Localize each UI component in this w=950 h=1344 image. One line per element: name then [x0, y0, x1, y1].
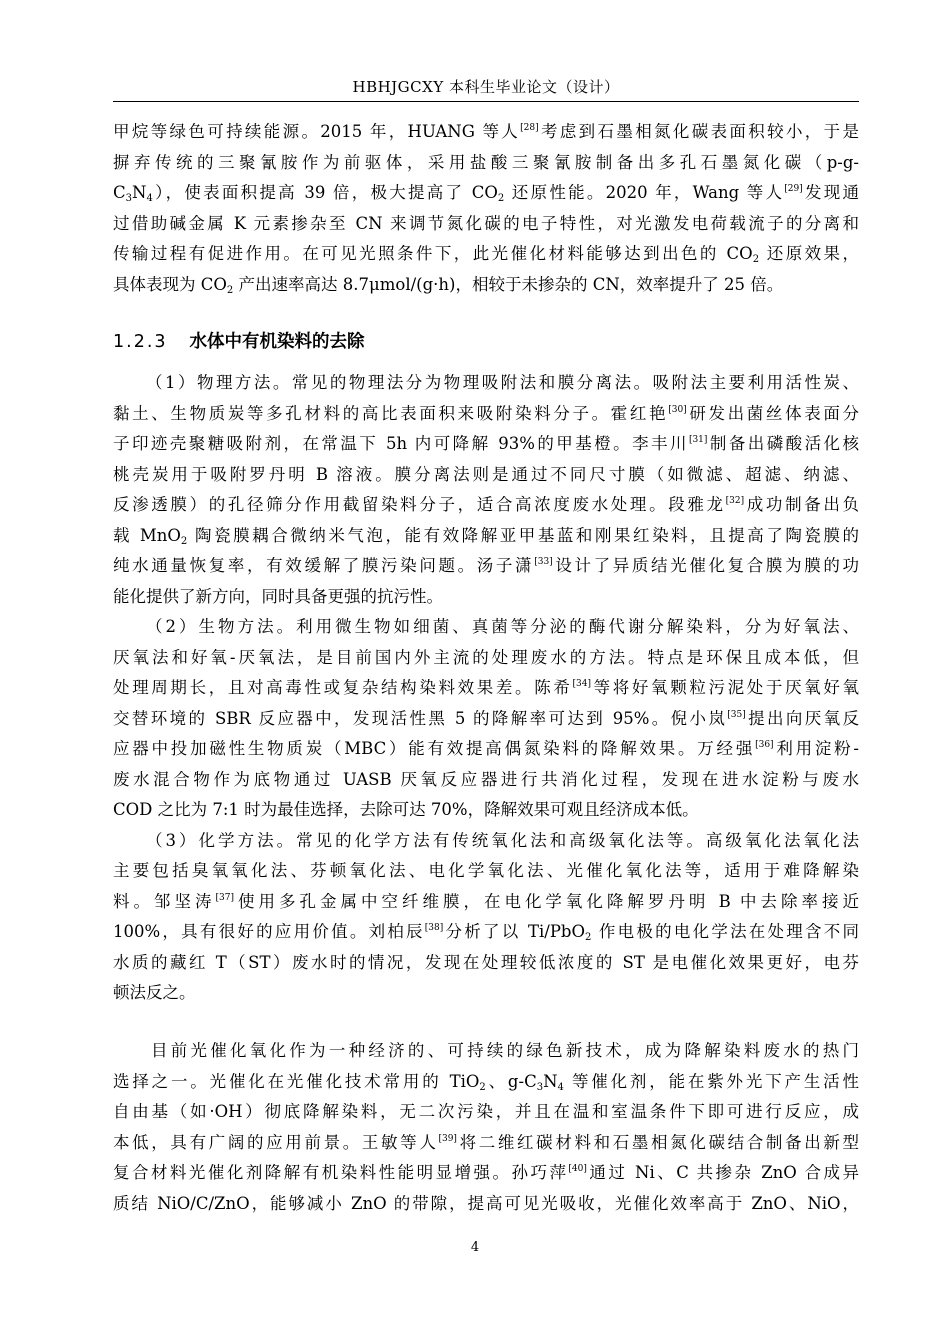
text-line: 顿法反之。 [113, 983, 196, 1002]
text-line: COD 之比为 7:1 时为最佳选择，去除可达 70%，降解效果可观且经济成本低。 [113, 800, 699, 819]
text-line: 摒弃传统的三聚氰胺作为前驱体，采用盐酸三聚氰胺制备出多孔石墨氮化碳（p-g- [113, 152, 859, 172]
text-line: 料。邹坚涛[37]使用多孔金属中空纤维膜，在电化学氧化降解罗丹明 B 中去除率接近 [113, 891, 859, 911]
text-line: 复合材料光催化剂降解有机染料性能明显增强。孙巧萍[40]通过 Ni、C 共掺杂 ZnO 合成异 [113, 1163, 859, 1182]
section-title: 水体中有机染料的去除 [189, 332, 365, 352]
text-line: （1）物理方法。常见的物理法分为物理吸附法和膜分离法。吸附法主要利用活性炭、 [146, 373, 859, 392]
text-line: $C_3N_4$），使表面积提高 39 倍，极大提高了 $CO_2$ 还原性能。2020 年，Wang 等人[29]发现通 [113, 183, 859, 204]
text-line: 黏土、生物质炭等多孔材料的高比表面积来吸附染料分子。霍红艳[30]研发出菌丝体表面分 [113, 403, 859, 423]
text-line: 主要包括臭氧氧化法、芬顿氧化法、电化学氧化法、光催化氧化法等，适用于难降解染 [113, 861, 859, 880]
section-number: 1.2.3 [113, 332, 168, 352]
text-line: 甲烷等绿色可持续能源。2015 年，HUANG 等人[28]考虑到石墨相氮化碳表面积较小，于是 [113, 122, 859, 141]
text-line: 载 MnO$_2$ 陶瓷膜耦合微纳米气泡，能有效降解亚甲基蓝和刚果红染料，且提高了陶瓷膜的 [113, 525, 859, 547]
section-heading [113, 327, 365, 357]
text-line: 纯水通量恢复率，有效缓解了膜污染问题。汤子潇[33]设计了异质结光催化复合膜为膜的功 [113, 556, 859, 575]
text-line: （2）生物方法。利用微生物如细菌、真菌等分泌的酶代谢分解染料，分为好氧法、 [146, 617, 859, 636]
paragraph-physical-method [113, 368, 859, 1009]
text-line: 目前光催化氧化作为一种经济的、可持续的绿色新技术，成为降解染料废水的热门 [151, 1041, 859, 1060]
text-line: 桃壳炭用于吸附罗丹明 B 溶液。膜分离法则是通过不同尺寸膜（如微滤、超滤、纳滤、 [113, 464, 859, 484]
text-line: 传输过程有促进作用。在可见光照条件下，此光催化材料能够达到出色的 $CO_2$ 还原效果， [113, 244, 859, 265]
text-line: 质结 NiO/C/ZnO，能够减小 ZnO 的带隙，提高可见光吸收，光催化效率高于 ZnO、NiO， [113, 1193, 859, 1213]
text-line: 处理周期长，且对高毒性或复杂结构染料效果差。陈希[34]等将好氧颗粒污泥处于厌氧好氧 [113, 678, 859, 697]
text-line: 能化提供了新方向，同时具备更强的抗污性。 [113, 586, 443, 606]
text-line: 选择之一。光催化在光催化技术常用的 TiO$_2$、$g-C_3N_4$ 等催化剂，能在紫外光下产生活性 [113, 1071, 859, 1093]
text-line: 子印迹壳聚糖吸附剂，在常温下 5h 内可降解 93%的甲基橙。李丰川[31]制备出磷酸活化核 [113, 434, 859, 453]
text-line: 本低，具有广阔的应用前景。王敏等人[39]将二维红碳材料和石墨相氮化碳结合制备出新型 [113, 1132, 859, 1152]
text-line: 应器中投加磁性生物质炭（MBC）能有效提高偶氮染料的降解效果。万经强[36]利用淀粉- [113, 739, 859, 758]
text-line: 100%，具有很好的应用价值。刘柏辰[38]分析了以 Ti/PbO$_2$ 作电极的电化学法在处理含不同 [113, 922, 859, 943]
text-line: 废水混合物作为底物通过 UASB 厌氧反应器进行共消化过程，发现在进水淀粉与废水 [113, 769, 859, 789]
text-line: 交替环境的 SBR 反应器中，发现活性黑 5 的降解率可达到 95%。倪小岚[35]提出向厌氧反 [113, 708, 859, 728]
text-line: 反渗透膜）的孔径筛分作用截留染料分子，适合高浓度废水处理。段雅龙[32]成功制备出负 [113, 495, 859, 514]
text-line: 厌氧法和好氧-厌氧法，是目前国内外主流的处理废水的方法。特点是环保且成本低，但 [113, 647, 859, 667]
text-line: 具体表现为 $CO_2$ 产出速率高达 8.7μmol/(g·h)，相较于未掺杂的 CN，效率提升了 25 倍。 [113, 274, 784, 296]
text-line: 水质的藏红 T（ST）废水时的情况，发现在处理较低浓度的 ST 是电催化效果更好，电芬 [113, 952, 859, 972]
header-rule [113, 101, 859, 102]
paragraph-photocatalysis [113, 1036, 859, 1219]
text-line: （3）化学方法。常见的化学方法有传统氧化法和高级氧化法等。高级氧化法氧化法 [146, 830, 859, 850]
text-line: 过借助碱金属 K 元素掺杂至 CN 来调节氮化碳的电子特性，对光激发电荷载流子的分离和 [113, 213, 859, 233]
running-header: HBHJGCXY 本科生毕业论文（设计） [352, 78, 620, 96]
page-number: 4 [470, 1240, 480, 1255]
text-line: 自由基（如·OH）彻底降解染料，无二次污染，并且在温和室温条件下即可进行反应，成 [113, 1102, 859, 1121]
paragraph-intro [113, 117, 859, 300]
